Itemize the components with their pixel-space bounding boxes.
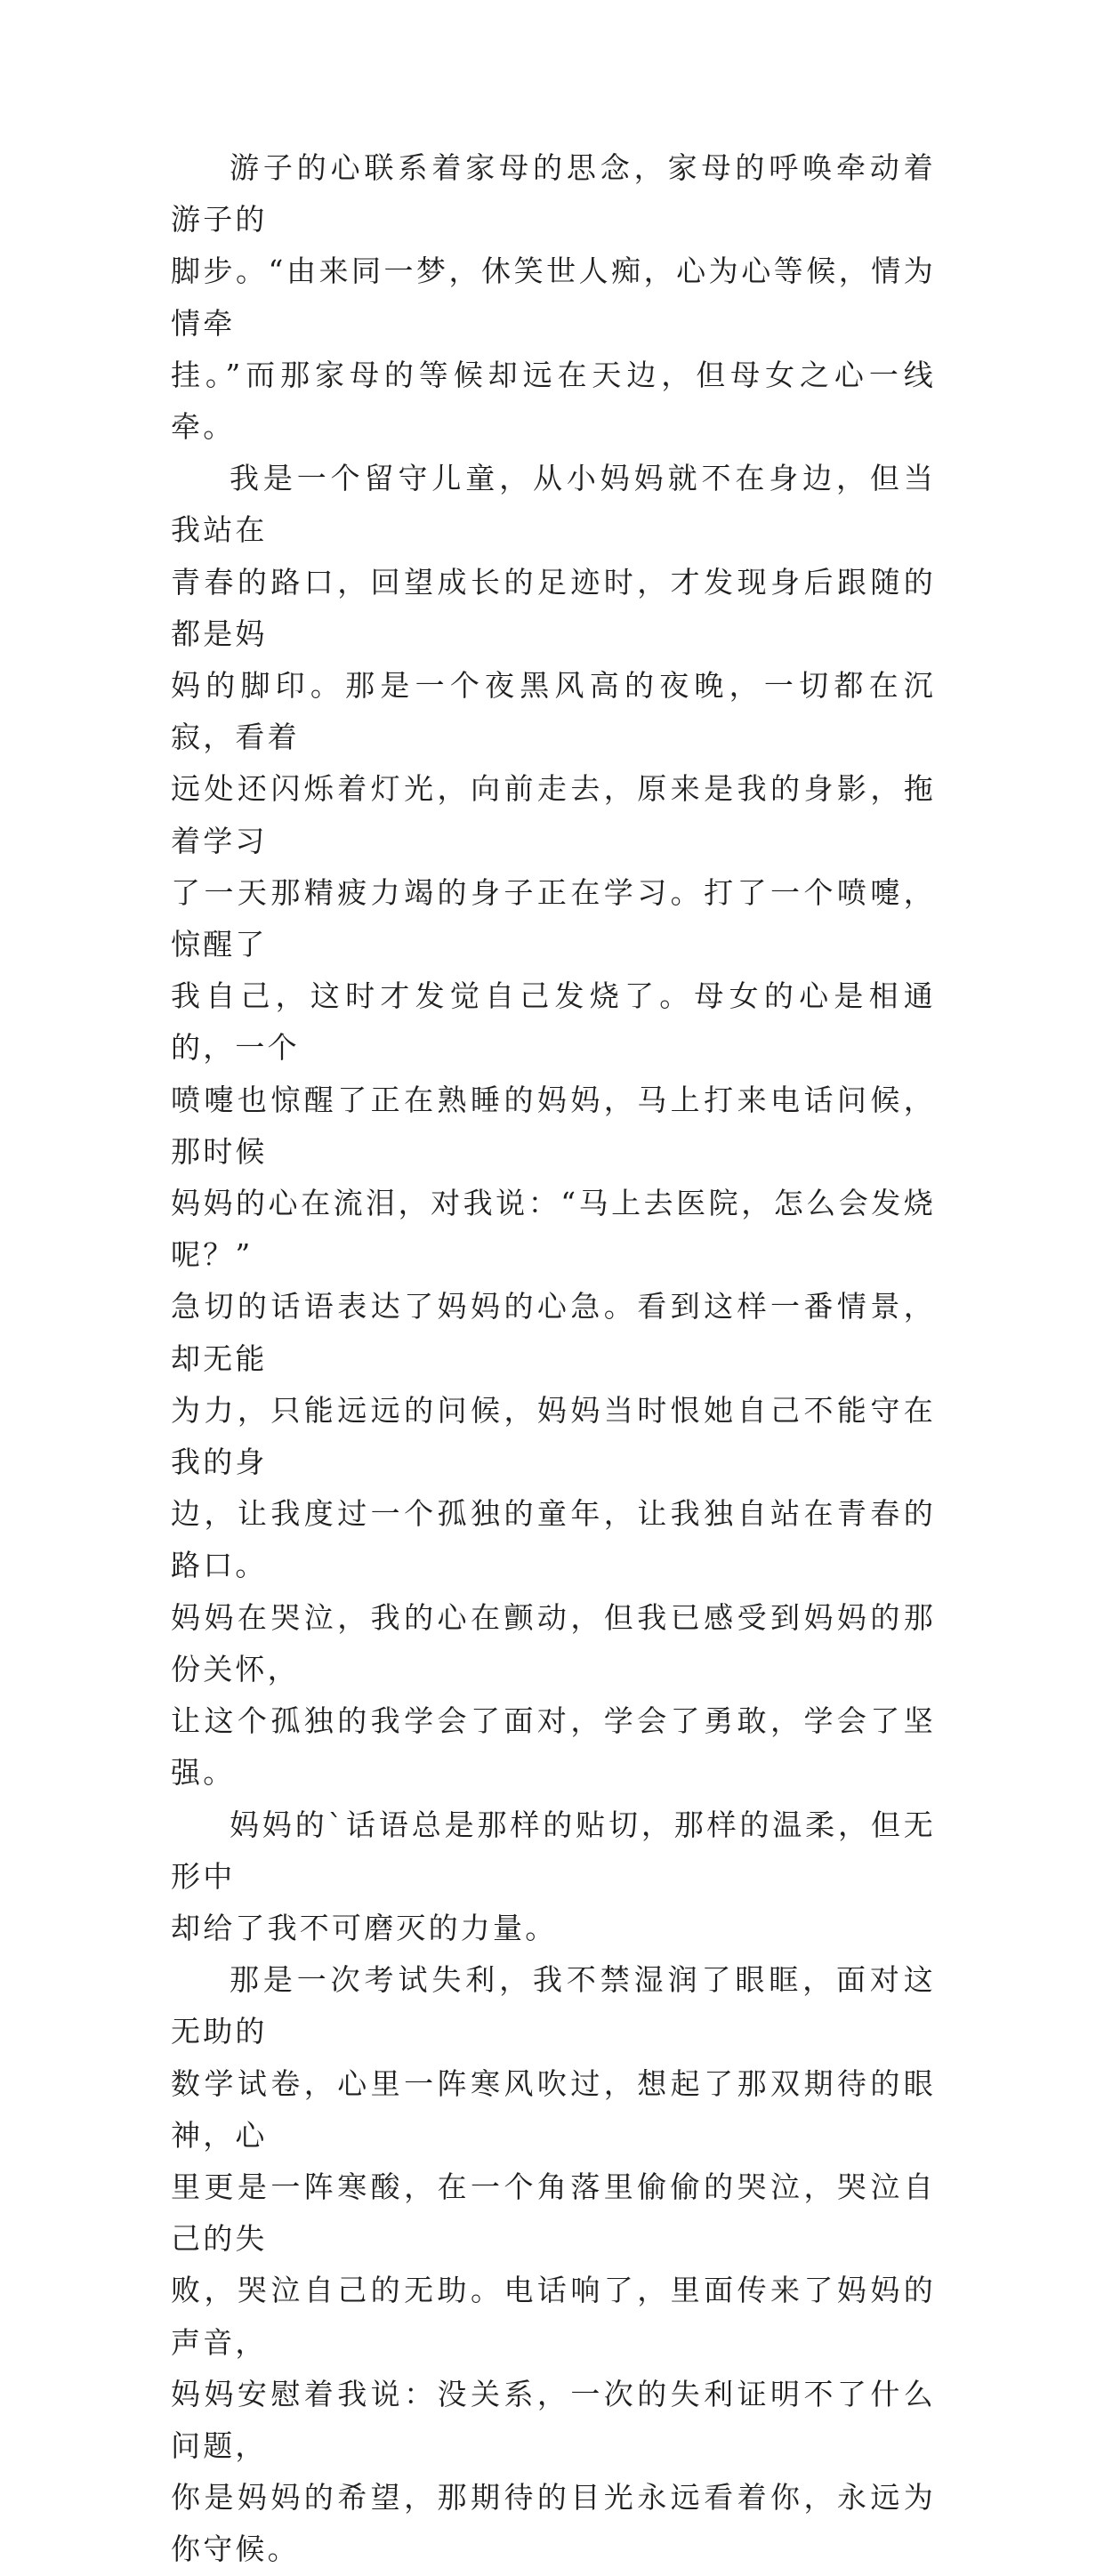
paragraph-2: 我是一个留守儿童，从小妈妈就不在身边，但当我站在 青春的路口，回望成长的足迹时，才发现身后跟随的都是妈 妈的脚印。那是一个夜黑风高的夜晚，一切都在沉寂，看着 远处还闪烁着灯光，向前走去，原来是我的身影，拖着学习 了一天那精疲力竭的身子正在学习。打了一个喷嚏，惊醒了 我自己，这时才发觉自己发烧了。母女的心是相通的，一个 喷嚏也惊醒了正在熟睡的妈妈，马上打来电话问候，那时候 妈妈的心在流泪，对我说：“马上去医院，怎么会发烧呢？” 急切的话语表达了妈妈的心急。看到这样一番情景，却无能 为力，只能远远的问候，妈妈当时恨她自己不能守在我的身 边，让我度过一个孤独的童年，让我独自站在青春的路口。 妈妈在哭泣，我的心在颤动，但我已感受到妈妈的那份关怀， 让这个孤独的我学会了面对，学会了勇敢，学会了坚强。 xyxy=(171,461,936,1791)
paragraph-3: 妈妈的`话语总是那样的贴切，那样的温柔，但无形中 却给了我不可磨灭的力量。 xyxy=(171,1807,936,1945)
paragraph-1: 游子的心联系着家母的思念，家母的呼唤牵动着游子的 脚步。“由来同一梦，休笑世人痴，心为心等候，情为情牵 挂。”而那家母的等候却远在天边，但母女之心一线牵。 xyxy=(171,150,936,445)
paragraph-4: 那是一次考试失利，我不禁湿润了眼眶，面对这无助的 数学试卷，心里一阵寒风吹过，想起了那双期待的眼神，心 里更是一阵寒酸，在一个角落里偷偷的哭泣，哭泣自己的失 败，哭泣自己的无助。电话响了，里面传来了妈妈的声音， 妈妈安慰着我说：没关系，一次的失利证明不了什么问题， 你是妈妈的希望，那期待的目光永远看着你，永远为你守候。 xyxy=(171,1962,936,2567)
document-body xyxy=(171,142,936,2576)
